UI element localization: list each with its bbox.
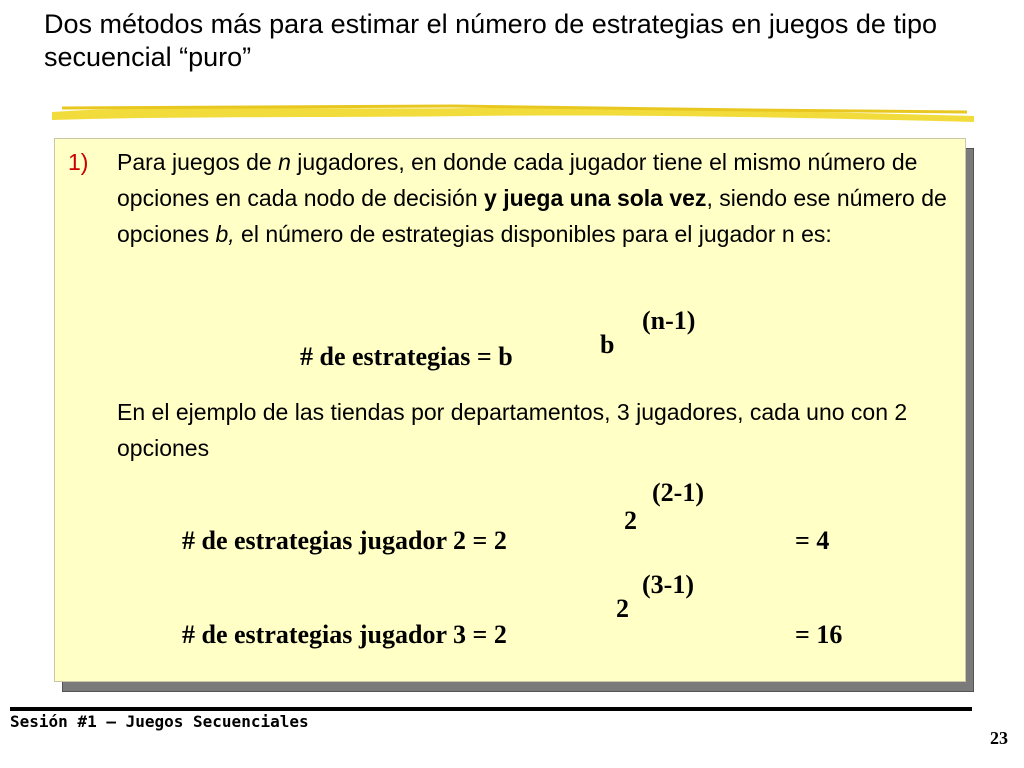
paragraph-method-1 — [117, 144, 957, 252]
footer-divider — [10, 707, 972, 711]
p1-text-4: el número de estrategias disponibles para el jugador n es: — [234, 221, 832, 247]
item-number: 1) — [68, 149, 89, 175]
p1-var-n: n — [278, 149, 291, 175]
formula-1-exponent: (n-1) — [642, 306, 696, 335]
footer-session-label: Sesión #1 – Juegos Secuenciales — [10, 712, 309, 731]
formula-3-base: # de estrategias jugador 3 = 2 — [182, 620, 507, 649]
formula-1-sup-base: b — [600, 330, 615, 359]
formula-2-result: = 4 — [795, 526, 830, 555]
formula-2-exponent: (2-1) — [652, 478, 704, 507]
slide-title: Dos métodos más para estimar el número de estrategias en juegos de tipo secuencial “puro” — [44, 9, 937, 72]
p1-var-b: b, — [215, 221, 235, 247]
formula-1-base: # de estrategias = b — [300, 342, 513, 371]
formula-2-sup-base: 2 — [624, 506, 637, 535]
p1-text-3: , siendo ese número de opciones — [117, 185, 947, 247]
p1-bold-text: y juega una sola vez — [484, 185, 707, 211]
p1-text-2: jugadores, en donde cada jugador tiene el mismo número de opciones en cada nodo de decisión — [117, 149, 918, 211]
paragraph-example: En el ejemplo de las tiendas por departamentos, 3 jugadores, cada uno con 2 opciones — [117, 399, 908, 461]
formula-3-sup-base: 2 — [616, 594, 629, 623]
formula-2-base: # de estrategias jugador 2 = 2 — [182, 526, 507, 555]
formula-3-result: = 16 — [795, 620, 843, 649]
page-number: 23 — [990, 728, 1008, 748]
highlighter-underline — [52, 100, 974, 124]
formula-3-exponent: (3-1) — [642, 570, 694, 599]
p1-text-1: Para juegos de — [117, 149, 279, 175]
